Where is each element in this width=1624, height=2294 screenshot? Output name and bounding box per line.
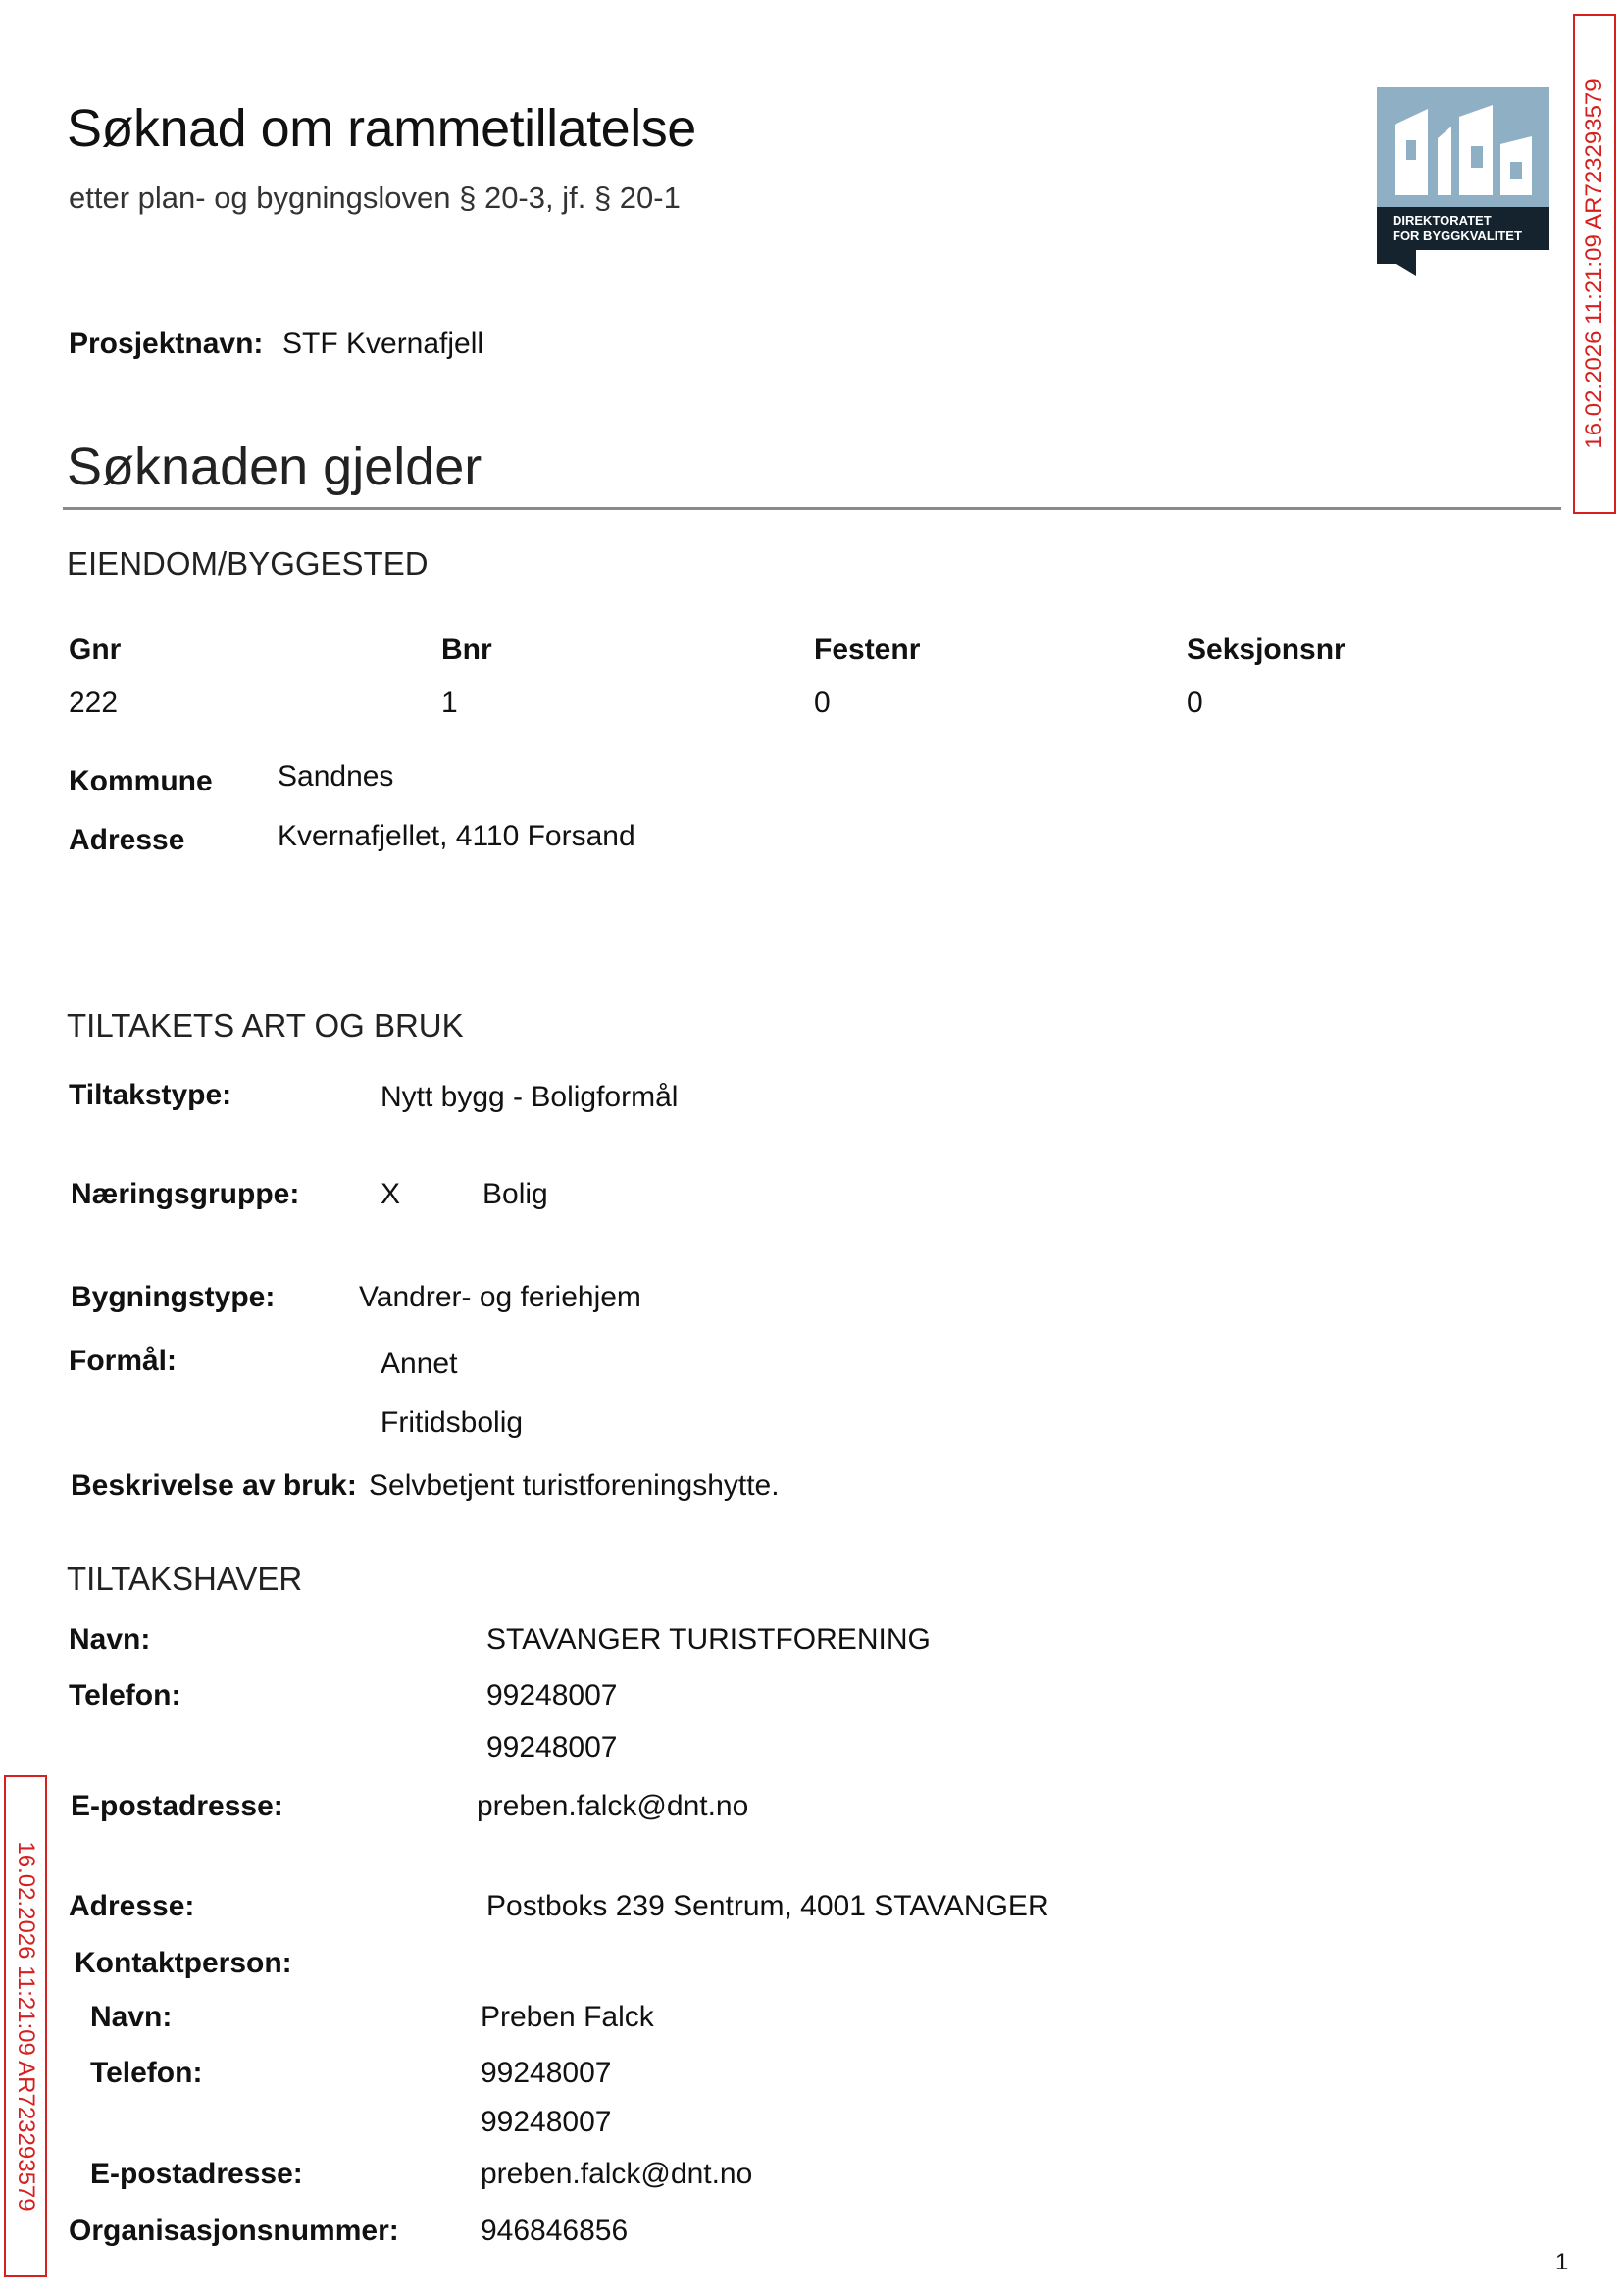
- epost-value: preben.falck@dnt.no: [477, 1790, 749, 1822]
- kommune-label: Kommune: [69, 765, 213, 797]
- adresse-label: Adresse: [69, 824, 185, 856]
- bygningstype-label: Bygningstype:: [71, 1281, 276, 1313]
- kontakt-navn-value: Preben Falck: [481, 2001, 654, 2033]
- bygningstype-value: Vandrer- og feriehjem: [359, 1281, 641, 1313]
- tiltak-heading: TILTAKETS ART OG BRUK: [67, 1007, 464, 1044]
- kontakt-telefon-value-2: 99248007: [481, 2106, 612, 2138]
- epost-label: E-postadresse:: [71, 1790, 283, 1822]
- kontakt-epost-value: preben.falck@dnt.no: [481, 2158, 753, 2190]
- kontaktperson-label: Kontaktperson:: [75, 1947, 292, 1979]
- archive-stamp-top: [1573, 14, 1616, 514]
- section-divider: [63, 507, 1561, 510]
- kontakt-epost-label: E-postadresse:: [90, 2158, 303, 2190]
- formal-value-1: Annet: [381, 1348, 458, 1380]
- festenr-label: Festenr: [814, 634, 921, 666]
- page-subtitle: etter plan- og bygningsloven § 20-3, jf. § 20-1: [69, 180, 681, 215]
- navn-label: Navn:: [69, 1623, 151, 1656]
- naeringsgruppe-label: Næringsgruppe:: [71, 1178, 300, 1210]
- bnr-value: 1: [441, 687, 458, 719]
- orgnr-label: Organisasjonsnummer:: [69, 2215, 399, 2247]
- formal-label: Formål:: [69, 1345, 178, 1377]
- stamp-text: 16.02.2026 11:21:09 AR723293579: [13, 1841, 39, 2212]
- orgnr-value: 946846856: [481, 2215, 629, 2247]
- kontakt-telefon-label: Telefon:: [90, 2057, 203, 2089]
- tiltakstype-label: Tiltakstype:: [69, 1079, 232, 1111]
- page-number: 1: [1555, 2249, 1569, 2275]
- kommune-value: Sandnes: [278, 760, 394, 792]
- tiltakshaver-adresse-value: Postboks 239 Sentrum, 4001 STAVANGER: [486, 1890, 1049, 1922]
- page-title: Søknad om rammetillatelse: [67, 99, 696, 158]
- gnr-label: Gnr: [69, 634, 122, 666]
- tiltakshaver-heading: TILTAKSHAVER: [67, 1560, 303, 1597]
- dibk-logo: [1377, 87, 1549, 276]
- logo-line2: FOR BYGGKVALITET: [1393, 229, 1522, 243]
- naeringsgruppe-code: X: [381, 1178, 401, 1210]
- stamp-text: 16.02.2026 11:21:09 AR723293579: [1581, 78, 1607, 449]
- seksjonsnr-value: 0: [1187, 687, 1203, 719]
- logo-line1: DIREKTORATET: [1393, 213, 1492, 228]
- navn-value: STAVANGER TURISTFORENING: [486, 1623, 931, 1656]
- archive-stamp-bottom: [4, 1775, 47, 2277]
- telefon-value-1: 99248007: [486, 1679, 618, 1711]
- project-name-label: Prosjektnavn:: [69, 328, 264, 360]
- property-heading: EIENDOM/BYGGESTED: [67, 545, 429, 582]
- naeringsgruppe-value: Bolig: [482, 1178, 548, 1210]
- beskrivelse-label: Beskrivelse av bruk:: [71, 1469, 357, 1502]
- telefon-value-2: 99248007: [486, 1731, 618, 1763]
- kontakt-navn-label: Navn:: [90, 2001, 173, 2033]
- telefon-label: Telefon:: [69, 1679, 181, 1711]
- adresse-value: Kvernafjellet, 4110 Forsand: [278, 820, 635, 852]
- section-heading: Søknaden gjelder: [67, 437, 482, 496]
- formal-value-2: Fritidsbolig: [381, 1406, 524, 1439]
- kontakt-telefon-value-1: 99248007: [481, 2057, 612, 2089]
- tiltakstype-value: Nytt bygg - Boligformål: [381, 1081, 679, 1113]
- beskrivelse-value: Selvbetjent turistforeningshytte.: [369, 1469, 780, 1502]
- project-name-value: STF Kvernafjell: [282, 328, 484, 360]
- gnr-value: 222: [69, 687, 119, 719]
- tiltakshaver-adresse-label: Adresse:: [69, 1890, 195, 1922]
- seksjonsnr-label: Seksjonsnr: [1187, 634, 1345, 666]
- bnr-label: Bnr: [441, 634, 492, 666]
- festenr-value: 0: [814, 687, 831, 719]
